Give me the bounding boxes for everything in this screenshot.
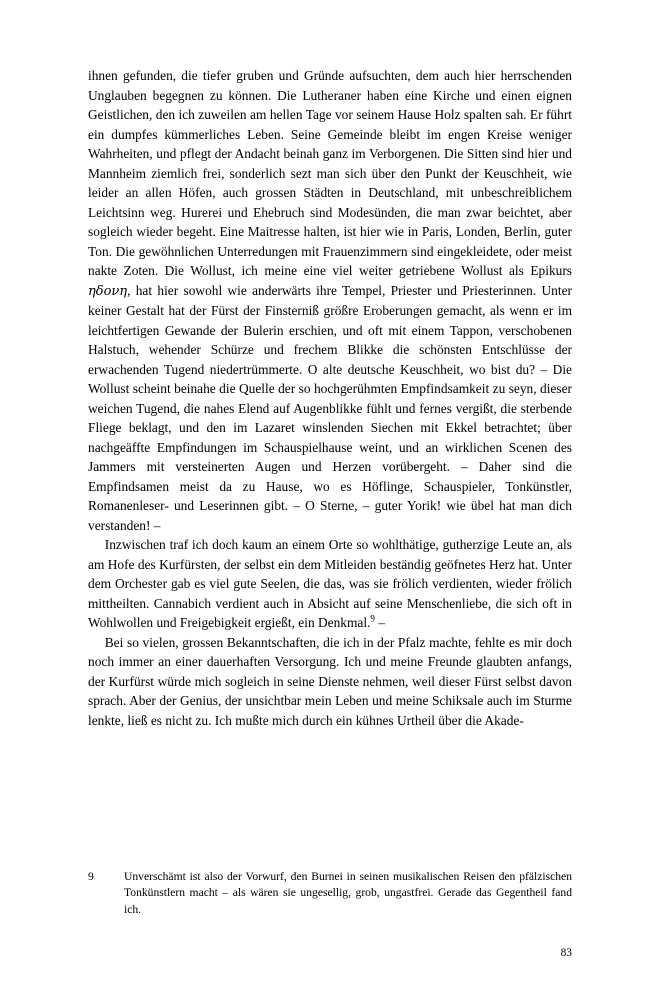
paragraph-1-text-after: , hat hier sowohl wie anderwärts ihre Tempel, Priester und Priesterinnen. Unter keiner Gestalt hat der Fürst der Finsterniß größre Eroberungen gemacht, als wenn er im leichtfertigen Gewande der Bulerin erschien, und oft mit einem Tappon, verschobenen Halstuch, wehender Schürze und frechem Blikke die schönsten Entschlüsse der erwachenden Tugend niedertrümmerte. O alte deutsche Keuschheit, wo bist du? – Die Wollust scheint beinahe die Quelle der so hochgerühmten Empfindsamkeit zu seyn, dieser weichen Tugend, die nahes Elend auf Augenblikke fühlt und fernes vergißt, die sterbende Fliege beklagt, und den im Lazaret winslenden Siechen mit Ekkel betrachtet; über nachgeäffte Empfindungen im Schauspielhause weint, und an wirklichen Scenen des Jammers mit versteinerten Augen und Herzen vorübergeht. – Daher sind die Empfindsamen meist da zu Hause, wo es Höflinge, Schauspieler, Tonkünstler, Romanenleser- und Leserinnen gibt. – O Sterne, – guter Yorik! wie übel hat man dich verstanden! –	[88, 282, 572, 533]
paragraph-2-text: Inzwischen traf ich doch kaum an einem Orte so wohlthätige, gutherzige Leute an, als am Hofe des Kurfürsten, der selbst ein dem Mitleiden beständig geöfnetes Herz hat. Unter dem Orchester gab es viel gute Seelen, die das, was sie frölich verdienten, wieder frölich mittheilten. Cannabich verdient auch in Absicht auf seine Menschenliebe, die sich oft in Wohlwollen und Freigebigkeit ergießt, ein Denkmal.	[88, 537, 572, 631]
paragraph-2-text-after: –	[374, 615, 386, 631]
greek-term: ηδονη	[88, 283, 128, 299]
footnote-reference-9[interactable]: 9	[370, 613, 375, 624]
footnote-text: Unverschämt ist also der Vorwurf, den Burnei in seinen musikalischen Reisen den pfälzischen Tonkünstlern macht – als wären sie ungesellig, grob, ungastfrei. Gerade das Gegentheil fand ich.	[124, 869, 572, 916]
paragraph-1	[88, 66, 572, 535]
page-body	[88, 66, 572, 730]
paragraph-2	[88, 535, 572, 633]
footnote-item	[88, 869, 572, 918]
paragraph-1-text: ihnen gefunden, die tiefer gruben und Gründe aufsuchten, dem auch hier herrschenden Unglauben begegnen zu können. Die Lutheraner haben eine Kirche und einen eignen Geistlichen, den ich zuweilen am hellen Tage vor seinem Hause Holz spalten sah. Er führt ein dumpfes kümmerliches Leben. Seine Gemeinde bleibt im engen Kreise weniger Wahrheiten, und pflegt der Andacht beinah ganz im Verborgenen. Die Sitten sind hier und Mannheim ziemlich frei, sonderlich sezt man sich über den Punkt der Keuschheit, wie leider an allen Höfen, auch grossen Städten in Deutschland, mit unbeschreiblichem Leichtsinn weg. Hurerei und Ehebruch sind Modesünden, die man zwar beichtet, aber sogleich wieder begeht. Eine Maitresse halten, ist hier wie in Paris, Londen, Berlin, guter Ton. Die gewöhnlichen Unterredungen mit Frauenzimmern sind eingekleidete, oder meist nakte Zoten. Die Wollust, ich meine eine viel weiter getriebene Wollust als Epikurs	[88, 68, 572, 278]
page-number: 83	[560, 947, 572, 959]
footnote-area	[88, 869, 572, 918]
footnote-marker: 9	[88, 869, 94, 883]
paragraph-3	[88, 633, 572, 731]
paragraph-3-text: Bei so vielen, grossen Bekanntschaften, die ich in der Pfalz machte, fehlte es mir doch noch immer an einer dauerhaften Versorgung. Ich und meine Freunde glaubten anfangs, der Kurfürst würde mich sogleich in seine Dienste nehmen, weil dieser Fürst selbst davon sprach. Aber der Genius, der unsichtbar mein Leben und meine Schiksale auch im Sturme lenkte, ließ es nicht zu. Ich mußte mich durch ein kühnes Urtheil über die Akade-	[88, 634, 572, 728]
